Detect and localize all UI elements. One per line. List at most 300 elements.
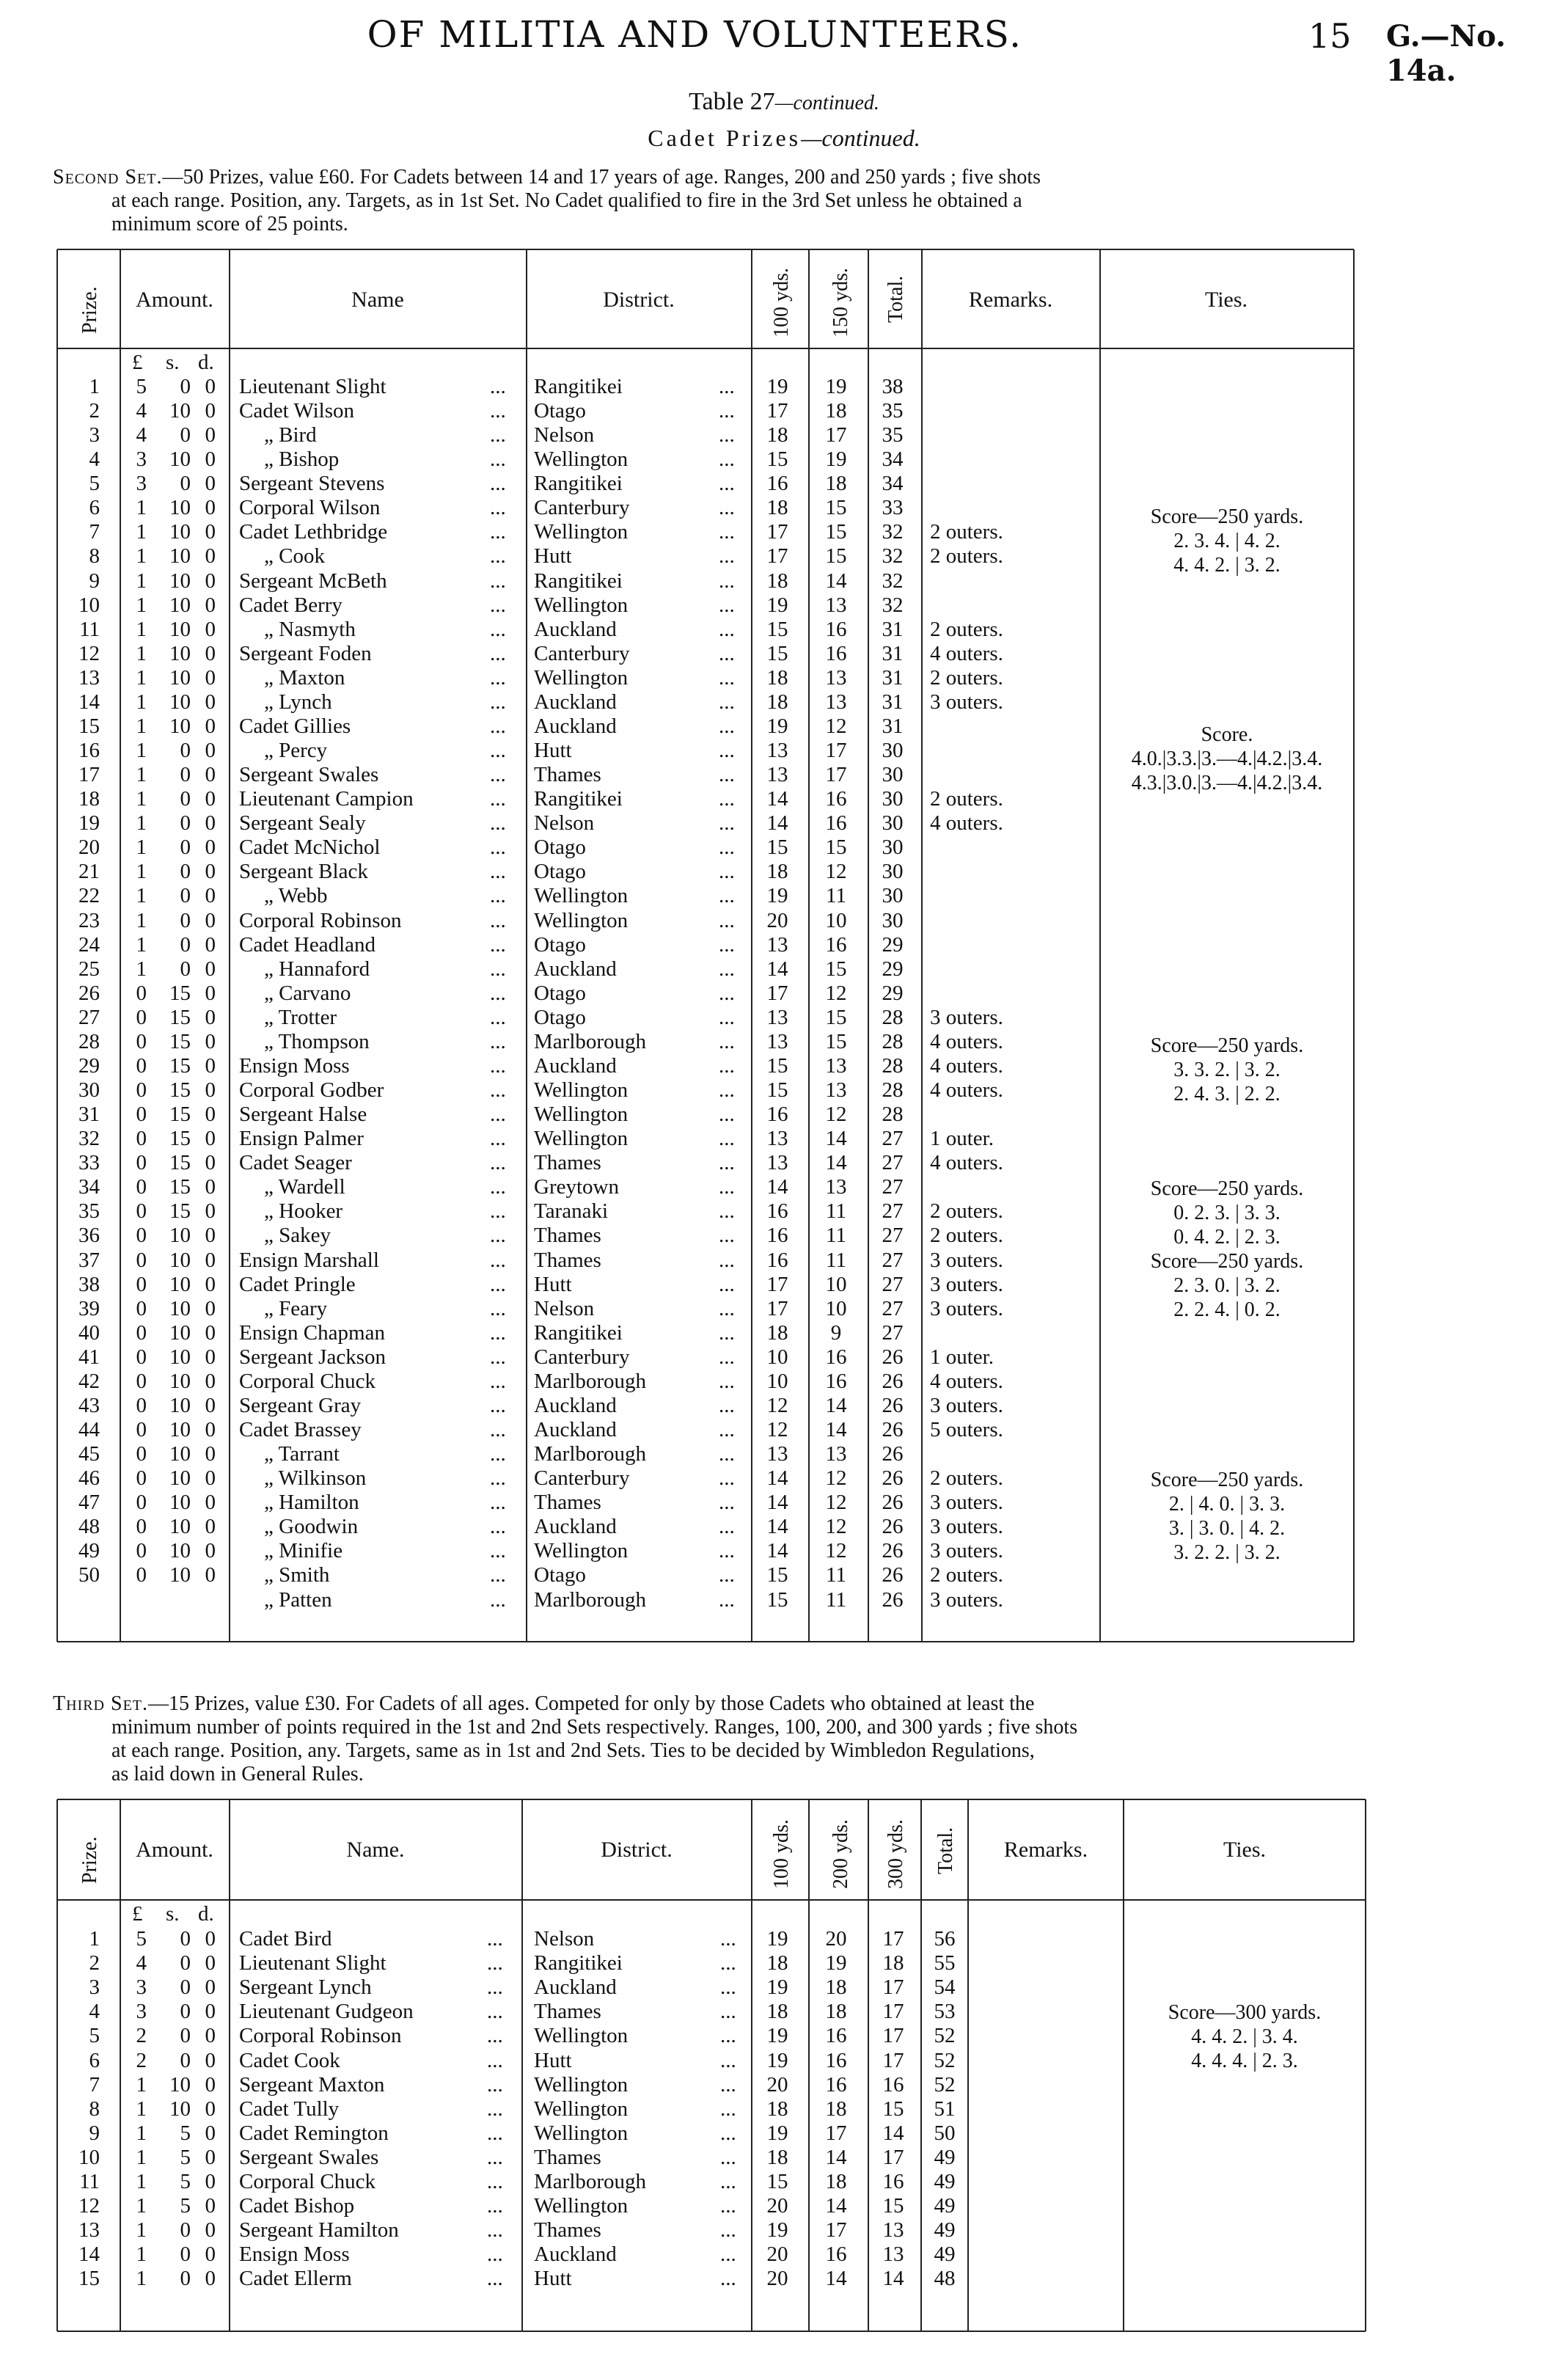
tie-break-scores: 4.0.|3.3.|3.—4.|4.2.|3.4. [1131, 747, 1323, 770]
district: Wellington [534, 520, 629, 544]
district: Taranaki [534, 1199, 609, 1224]
table-row [0, 2097, 1568, 2121]
district: Canterbury [534, 1345, 630, 1369]
tie-break-heading: Score. [1201, 723, 1253, 746]
leader-dots: ... [490, 569, 506, 593]
amount-shillings: 0 [180, 787, 191, 811]
tie-break-heading: Score—300 yards. [1168, 2001, 1322, 2024]
unit-pounds: £ [132, 1902, 143, 1926]
score-range-2: 16 [825, 2024, 847, 2048]
total-score: 26 [882, 1369, 904, 1393]
score-range-2: 14 [825, 1151, 847, 1175]
remarks: 3 outers. [930, 1296, 1003, 1320]
amount-shillings: 15 [169, 1078, 191, 1103]
total-score: 31 [882, 665, 904, 690]
score-range-2: 12 [825, 714, 847, 738]
col-header-name-3: Name. [346, 1838, 405, 1862]
competitor-name: „ Patten [264, 1587, 332, 1612]
district: Hutt [534, 544, 572, 569]
district: Rangitikei [534, 1320, 623, 1345]
table-row [0, 2242, 1568, 2267]
total-score: 31 [882, 617, 904, 641]
amount-pounds: 1 [136, 763, 147, 787]
leader-dots: ... [719, 860, 735, 884]
score-range-2: 13 [825, 1175, 847, 1199]
total-score: 54 [934, 1975, 956, 2000]
amount-pence: 0 [205, 2267, 216, 2291]
leader-dots: ... [720, 2000, 736, 2024]
prize-number: 35 [78, 1199, 100, 1224]
amount-pence: 0 [205, 617, 216, 641]
score-range-1: 19 [766, 1975, 788, 2000]
prize-number: 23 [78, 908, 100, 932]
score-range-2: 18 [825, 2097, 847, 2121]
leader-dots: ... [487, 1975, 503, 2000]
prize-number: 4 [89, 2000, 100, 2024]
third-set-text-1: —15 Prizes, value £30. For Cadets of all ages. Competed for only by those Cadets who obtained at least the [148, 1692, 1035, 1715]
score-range-1: 18 [766, 1320, 788, 1345]
total-score: 49 [934, 2170, 956, 2193]
page-number: 15 [1308, 16, 1352, 56]
score-range-2: 17 [825, 423, 847, 447]
score-range-3: 14 [882, 2121, 904, 2145]
amount-shillings: 5 [180, 2194, 191, 2218]
tie-break-scores: 4. 4. 2. | 3. 2. [1173, 554, 1281, 577]
score-range-1: 20 [766, 2194, 788, 2218]
score-range-1: 18 [766, 665, 788, 690]
leader-dots: ... [719, 1442, 735, 1466]
competitor-name: Cadet Bishop [239, 2194, 355, 2218]
district: Nelson [534, 811, 595, 836]
total-score: 56 [934, 1927, 956, 1951]
score-range-1: 18 [766, 1951, 788, 1975]
score-range-1: 15 [766, 617, 788, 641]
score-range-3: 13 [882, 2242, 904, 2267]
remarks: 3 outers. [930, 1248, 1003, 1272]
tie-break-scores: 3. 2. 2. | 3. 2. [1173, 1541, 1281, 1564]
total-score: 49 [934, 2194, 956, 2218]
amount-pence: 0 [205, 2194, 216, 2218]
competitor-name: Cadet Wilson [239, 399, 354, 423]
total-score: 30 [882, 811, 904, 836]
leader-dots: ... [490, 908, 506, 932]
amount-pence: 0 [205, 665, 216, 690]
col-header-range-3-3: 300 yds. [884, 1819, 907, 1889]
score-range-2: 18 [825, 1975, 847, 2000]
leader-dots: ... [490, 1296, 506, 1320]
amount-pence: 0 [205, 1127, 216, 1151]
amount-pounds: 1 [136, 496, 147, 520]
total-score: 26 [882, 1345, 904, 1369]
amount-pence: 0 [205, 860, 216, 884]
score-range-1: 13 [766, 739, 788, 763]
leader-dots: ... [490, 1345, 506, 1369]
leader-dots: ... [487, 2145, 503, 2169]
total-score: 30 [882, 836, 904, 860]
score-range-2: 11 [826, 884, 846, 908]
leader-dots: ... [487, 2000, 503, 2024]
col-header-range-2-3: 200 yds. [829, 1819, 852, 1889]
competitor-name: Sergeant Gray [239, 1393, 362, 1417]
total-score: 30 [882, 787, 904, 811]
total-score: 26 [882, 1539, 904, 1563]
document-reference: G.—No. 14a. [1386, 19, 1506, 88]
amount-pence: 0 [205, 2121, 216, 2145]
amount-shillings: 10 [169, 1563, 191, 1587]
leader-dots: ... [490, 1127, 506, 1151]
score-range-2: 16 [825, 641, 847, 665]
leader-dots: ... [490, 641, 506, 665]
competitor-name: „ Thompson [264, 1029, 370, 1053]
leader-dots: ... [719, 1587, 735, 1612]
unit-pence: d. [198, 351, 214, 374]
score-range-1: 14 [766, 811, 788, 836]
prize-number: 31 [78, 1103, 100, 1127]
competitor-name: Ensign Marshall [239, 1248, 379, 1272]
score-range-3: 17 [882, 2000, 904, 2024]
score-range-2: 15 [825, 1005, 847, 1029]
table-row [0, 2218, 1568, 2242]
amount-shillings: 10 [169, 1393, 191, 1417]
amount-shillings: 0 [180, 1951, 191, 1975]
score-range-3: 18 [882, 1951, 904, 1975]
district: Auckland [534, 957, 617, 981]
district: Thames [534, 2145, 601, 2169]
leader-dots: ... [490, 665, 506, 690]
total-score: 30 [882, 908, 904, 932]
score-range-1: 17 [766, 981, 788, 1005]
amount-pounds: 0 [136, 1442, 147, 1466]
total-score: 29 [882, 957, 904, 981]
competitor-name: Corporal Wilson [239, 496, 381, 520]
prize-number: 50 [78, 1563, 100, 1587]
score-range-1: 18 [766, 860, 788, 884]
tie-break-scores: 2. 3. 0. | 3. 2. [1173, 1274, 1281, 1297]
score-range-1: 19 [766, 884, 788, 908]
district: Thames [534, 2000, 601, 2024]
district: Rangitikei [534, 472, 623, 496]
score-range-1: 16 [766, 1199, 788, 1224]
score-range-2: 11 [826, 1587, 846, 1612]
score-range-1: 18 [766, 569, 788, 593]
prize-number: 19 [78, 811, 100, 836]
district: Auckland [534, 1975, 617, 2000]
leader-dots: ... [719, 1151, 735, 1175]
col-header-prize: Prize. [78, 286, 101, 334]
total-score: 27 [882, 1272, 904, 1296]
leader-dots: ... [720, 2242, 736, 2267]
score-range-3: 17 [882, 2048, 904, 2072]
total-score: 27 [882, 1127, 904, 1151]
col-header-amount-3: Amount. [136, 1838, 213, 1862]
amount-shillings: 10 [169, 593, 191, 617]
leader-dots: ... [719, 641, 735, 665]
leader-dots: ... [490, 472, 506, 496]
score-range-1: 20 [766, 2072, 788, 2097]
leader-dots: ... [719, 1345, 735, 1369]
score-range-1: 16 [766, 1248, 788, 1272]
district: Auckland [534, 1515, 617, 1539]
score-range-2: 14 [825, 1127, 847, 1151]
prize-number: 32 [78, 1127, 100, 1151]
prize-number: 45 [78, 1442, 100, 1466]
score-range-2: 13 [825, 1442, 847, 1466]
amount-shillings: 10 [169, 1296, 191, 1320]
competitor-name: „ Maxton [264, 665, 345, 690]
amount-pounds: 1 [136, 2194, 147, 2218]
score-range-2: 16 [825, 2072, 847, 2097]
district: Nelson [534, 1927, 595, 1951]
total-score: 49 [934, 2145, 956, 2169]
leader-dots: ... [490, 932, 506, 957]
score-range-3: 15 [882, 2194, 904, 2218]
score-range-2: 16 [825, 1369, 847, 1393]
remarks: 3 outers. [930, 690, 1003, 714]
score-range-1: 19 [766, 714, 788, 738]
score-range-1: 15 [766, 1563, 788, 1587]
amount-shillings: 0 [180, 957, 191, 981]
district: Marlborough [534, 1029, 647, 1053]
prize-number: 13 [78, 2218, 100, 2242]
amount-pence: 0 [205, 763, 216, 787]
leader-dots: ... [719, 1005, 735, 1029]
leader-dots: ... [490, 787, 506, 811]
district: Nelson [534, 1296, 595, 1320]
score-range-1: 16 [766, 1224, 788, 1248]
score-range-1: 15 [766, 836, 788, 860]
prize-number: 26 [78, 981, 100, 1005]
score-range-2: 12 [825, 1466, 847, 1491]
col-header-name: Name [351, 288, 404, 312]
amount-pounds: 5 [136, 375, 147, 398]
leader-dots: ... [490, 496, 506, 520]
total-score: 27 [882, 1175, 904, 1199]
score-range-2: 12 [825, 1539, 847, 1563]
amount-pence: 0 [205, 496, 216, 520]
competitor-name: Corporal Robinson [239, 2024, 402, 2048]
amount-pounds: 0 [136, 1078, 147, 1103]
remarks: 2 outers. [930, 544, 1003, 569]
tie-break-scores: 3. | 3. 0. | 4. 2. [1168, 1517, 1286, 1540]
score-range-2: 16 [825, 2048, 847, 2072]
total-score: 28 [882, 1078, 904, 1103]
amount-pounds: 1 [136, 593, 147, 617]
amount-pounds: 1 [136, 641, 147, 665]
amount-shillings: 0 [180, 423, 191, 447]
remarks: 1 outer. [930, 1127, 994, 1151]
col-header-range-1: 100 yds. [770, 268, 793, 337]
amount-pence: 0 [205, 787, 216, 811]
score-range-1: 13 [766, 1005, 788, 1029]
leader-dots: ... [490, 884, 506, 908]
score-range-3: 17 [882, 2145, 904, 2169]
competitor-name: Ensign Palmer [239, 1127, 364, 1151]
amount-pounds: 1 [136, 714, 147, 738]
score-range-2: 18 [825, 472, 847, 496]
leader-dots: ... [490, 1199, 506, 1224]
col-header-range-2: 150 yds. [829, 268, 852, 337]
competitor-name: Sergeant Swales [239, 2145, 379, 2169]
prize-number: 5 [89, 472, 100, 496]
competitor-name: „ Wardell [264, 1175, 345, 1199]
total-score: 27 [882, 1248, 904, 1272]
score-range-2: 16 [825, 811, 847, 836]
amount-pounds: 3 [136, 472, 147, 496]
total-score: 31 [882, 690, 904, 714]
amount-pence: 0 [205, 544, 216, 569]
leader-dots: ... [490, 1175, 506, 1199]
score-range-1: 15 [766, 2170, 788, 2193]
district: Wellington [534, 2097, 629, 2121]
leader-dots: ... [487, 1927, 503, 1951]
score-range-2: 12 [825, 981, 847, 1005]
amount-pence: 0 [205, 423, 216, 447]
amount-shillings: 10 [169, 617, 191, 641]
third-set-text-4: as laid down in General Rules. [111, 1763, 364, 1785]
score-range-2: 11 [826, 1199, 846, 1224]
amount-pounds: 0 [136, 1005, 147, 1029]
remarks: 2 outers. [930, 1224, 1003, 1248]
leader-dots: ... [490, 739, 506, 763]
amount-pence: 0 [205, 1563, 216, 1587]
remarks: 2 outers. [930, 617, 1003, 641]
prize-number: 11 [79, 2170, 100, 2193]
tie-break-scores: 2. | 4. 0. | 3. 3. [1168, 1493, 1286, 1516]
district: Otago [534, 932, 586, 957]
amount-shillings: 10 [169, 665, 191, 690]
amount-pence: 0 [205, 1029, 216, 1053]
amount-pence: 0 [205, 2218, 216, 2242]
amount-pounds: 5 [136, 1927, 147, 1951]
amount-shillings: 15 [169, 1151, 191, 1175]
third-set-text-2: minimum number of points required in the 1st and 2nd Sets respectively. Ranges, 100, 200, and 300 yards ; five shots [111, 1716, 1078, 1739]
leader-dots: ... [490, 1515, 506, 1539]
amount-shillings: 10 [169, 569, 191, 593]
amount-shillings: 15 [169, 1199, 191, 1224]
prize-number: 1 [89, 1927, 100, 1951]
amount-pence: 0 [205, 714, 216, 738]
amount-pence: 0 [205, 1320, 216, 1345]
remarks: 4 outers. [930, 1053, 1003, 1078]
tie-break-scores: 0. 4. 2. | 2. 3. [1173, 1226, 1281, 1249]
table-row [0, 1927, 1568, 1951]
total-score: 30 [882, 739, 904, 763]
district: Wellington [534, 908, 629, 932]
district: Hutt [534, 739, 572, 763]
leader-dots: ... [490, 1418, 506, 1441]
amount-pence: 0 [205, 981, 216, 1005]
total-score: 34 [882, 472, 904, 496]
col-header-district-3: District. [601, 1838, 673, 1862]
amount-pounds: 0 [136, 1053, 147, 1078]
amount-pounds: 3 [136, 447, 147, 472]
leader-dots: ... [719, 1103, 735, 1127]
prize-number: 12 [78, 641, 100, 665]
competitor-name: „ Cook [264, 544, 325, 569]
amount-pounds: 0 [136, 1248, 147, 1272]
amount-pounds: 2 [136, 2024, 147, 2048]
amount-shillings: 10 [169, 1369, 191, 1393]
competitor-name: Cadet Seager [239, 1151, 352, 1175]
prize-number: 10 [78, 593, 100, 617]
prize-number: 42 [78, 1369, 100, 1393]
district: Wellington [534, 1103, 629, 1127]
competitor-name: Cadet Headland [239, 932, 376, 957]
competitor-name: Sergeant Hamilton [239, 2218, 399, 2242]
competitor-name: „ Minifie [264, 1539, 343, 1563]
col-header-remarks: Remarks. [968, 288, 1053, 312]
col-header-total: Total. [884, 275, 907, 323]
tie-break-heading: Score—250 yards. [1150, 1250, 1304, 1273]
leader-dots: ... [490, 1224, 506, 1248]
leader-dots: ... [719, 423, 735, 447]
remarks: 3 outers. [930, 1587, 1003, 1612]
competitor-name: „ Percy [264, 739, 328, 763]
amount-shillings: 15 [169, 1053, 191, 1078]
amount-pence: 0 [205, 739, 216, 763]
score-range-2: 19 [825, 1951, 847, 1975]
amount-pounds: 1 [136, 811, 147, 836]
competitor-name: „ Feary [264, 1296, 328, 1320]
amount-pounds: 1 [136, 2121, 147, 2145]
score-range-1: 17 [766, 520, 788, 544]
total-score: 32 [882, 544, 904, 569]
score-range-2: 15 [825, 836, 847, 860]
amount-pounds: 0 [136, 1296, 147, 1320]
tie-break-scores: 4. 4. 4. | 2. 3. [1191, 2050, 1298, 2072]
leader-dots: ... [490, 690, 506, 714]
leader-dots: ... [487, 2048, 503, 2072]
amount-pounds: 0 [136, 1199, 147, 1224]
amount-pounds: 1 [136, 2242, 147, 2267]
prize-number: 20 [78, 836, 100, 860]
score-range-2: 17 [825, 2121, 847, 2145]
score-range-1: 13 [766, 1029, 788, 1053]
prize-number: 8 [89, 2097, 100, 2121]
competitor-name: „ Webb [264, 884, 328, 908]
amount-pounds: 1 [136, 2145, 147, 2169]
amount-shillings: 10 [169, 544, 191, 569]
amount-pounds: 0 [136, 1151, 147, 1175]
leader-dots: ... [719, 836, 735, 860]
competitor-name: Lieutenant Gudgeon [239, 2000, 414, 2024]
amount-pence: 0 [205, 1418, 216, 1441]
prize-number: 37 [78, 1248, 100, 1272]
leader-dots: ... [720, 2121, 736, 2145]
district: Otago [534, 860, 586, 884]
table-row [0, 2073, 1568, 2097]
remarks: 4 outers. [930, 1029, 1003, 1053]
score-range-3: 14 [882, 2267, 904, 2291]
competitor-name: Corporal Chuck [239, 2170, 376, 2193]
score-range-1: 17 [766, 544, 788, 569]
leader-dots: ... [720, 1927, 736, 1951]
total-score: 49 [934, 2242, 956, 2267]
amount-pounds: 0 [136, 1369, 147, 1393]
score-range-1: 14 [766, 1466, 788, 1491]
leader-dots: ... [719, 957, 735, 981]
amount-pounds: 1 [136, 860, 147, 884]
district: Wellington [534, 2121, 629, 2145]
prize-number: 7 [89, 2072, 100, 2097]
competitor-name: Sergeant Jackson [239, 1345, 386, 1369]
leader-dots: ... [490, 520, 506, 544]
leader-dots: ... [490, 375, 506, 398]
leader-dots: ... [719, 981, 735, 1005]
score-range-1: 18 [766, 2145, 788, 2169]
competitor-name: Sergeant McBeth [239, 569, 387, 593]
second-set-text-3: minimum score of 25 points. [111, 213, 348, 235]
